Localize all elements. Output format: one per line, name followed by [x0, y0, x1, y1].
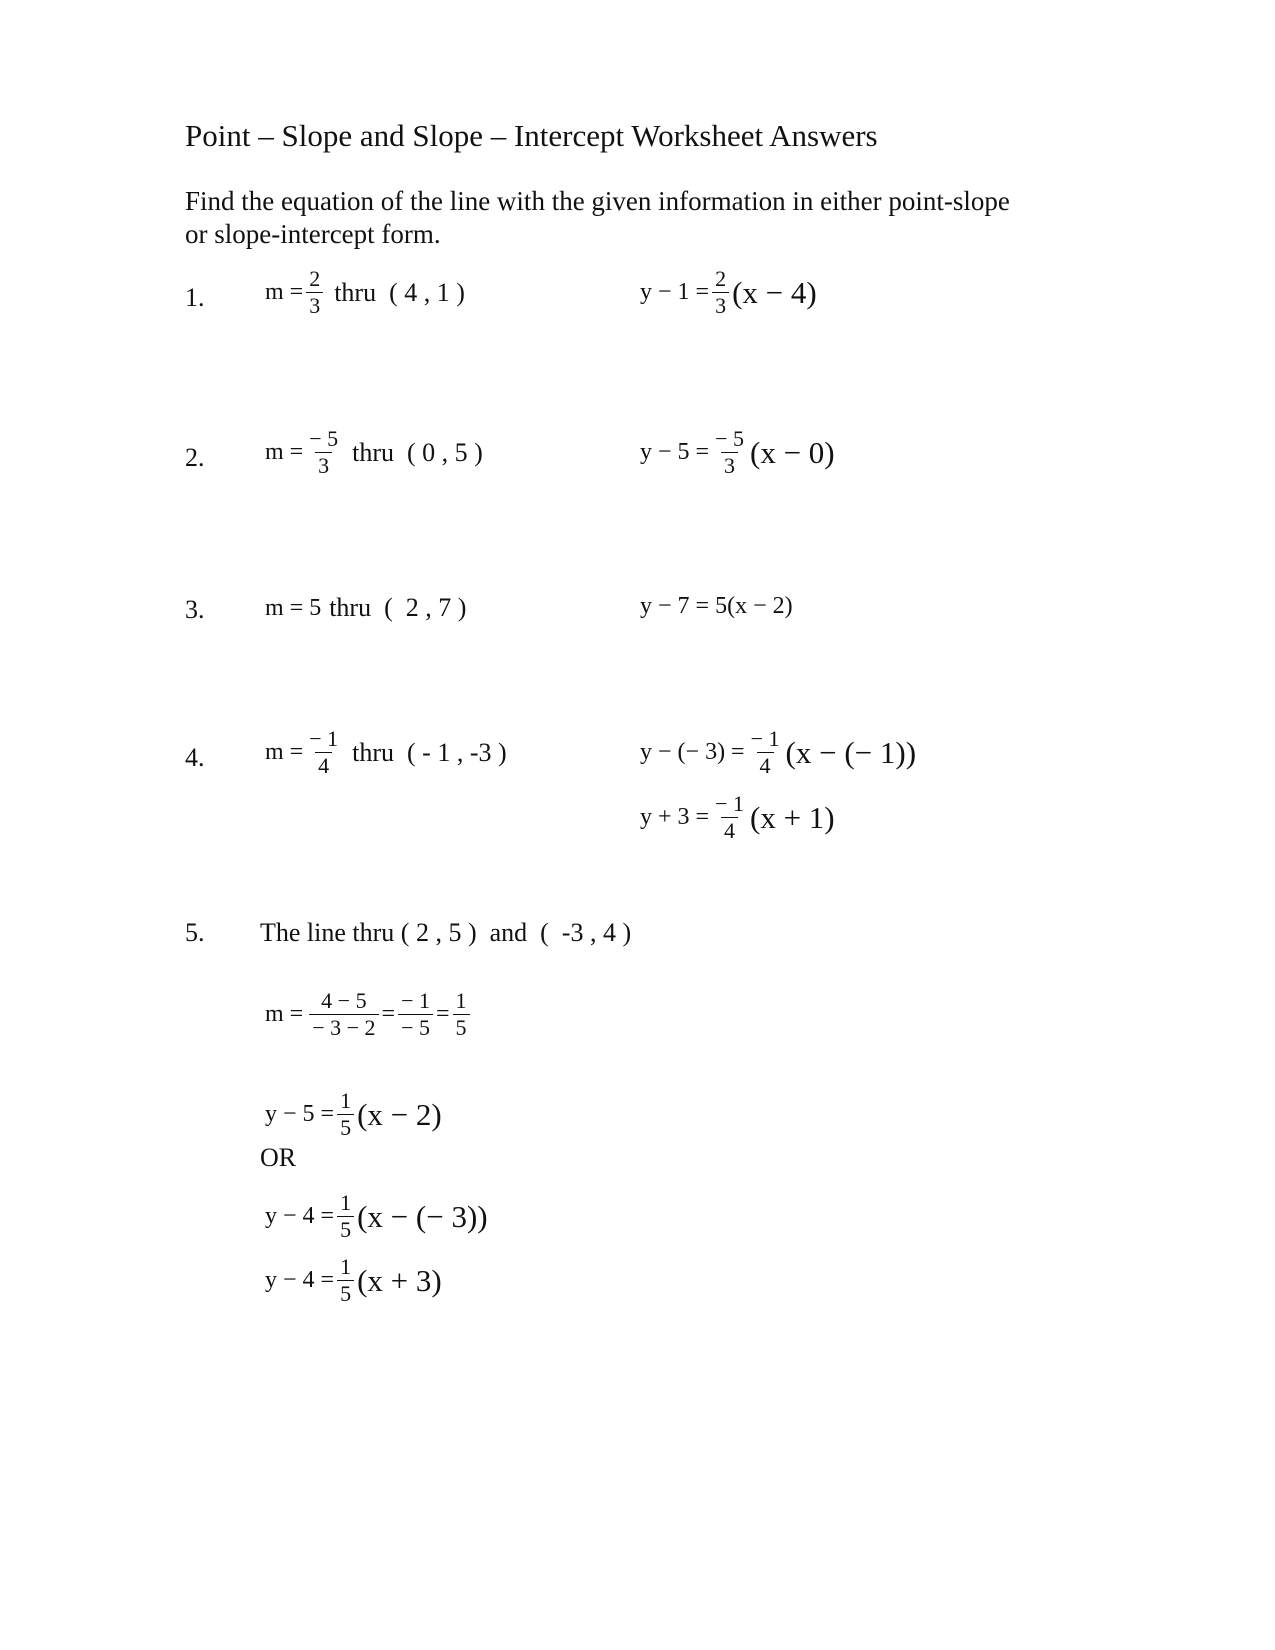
problem-1-answer — [640, 268, 817, 317]
answer-lhs: y − 4 = — [265, 1203, 335, 1229]
slope-numerator: 1 — [455, 988, 467, 1013]
problem-5-statement: The line thru ( 2 , 5 ) and ( -3 , 4 ) — [260, 918, 632, 947]
answer-fraction — [712, 793, 747, 842]
problem-5-number: 5. — [185, 918, 205, 947]
slope-fraction — [306, 728, 341, 777]
answer-lhs: y − 5 = — [640, 439, 710, 465]
slope-fraction — [306, 428, 341, 477]
instructions-line-2: or slope-intercept form. — [185, 219, 441, 249]
answer-numerator: 1 — [340, 1190, 352, 1215]
problem-1-number: 1. — [185, 283, 205, 312]
problem-4-given — [265, 728, 507, 777]
thru-point: thru ( 2 , 7 ) — [329, 593, 467, 622]
problem-2-number: 2. — [185, 443, 205, 472]
slope-denominator: − 3 − 2 — [309, 1014, 378, 1039]
answer-rhs: (x − (− 3)) — [357, 1199, 488, 1234]
problem-2-given — [265, 428, 483, 477]
answer-denominator: 5 — [337, 1114, 354, 1139]
problem-3-answer — [640, 593, 793, 620]
slope-label: m = 5 — [265, 594, 322, 621]
problem-5-answer-2 — [265, 1192, 488, 1241]
answer-denominator: 4 — [757, 752, 774, 777]
answer-fraction — [712, 428, 747, 477]
problem-4-answer — [640, 728, 916, 777]
answer-fraction — [748, 728, 783, 777]
equals-sign: = — [381, 1001, 396, 1027]
slope-denominator: − 5 — [398, 1014, 433, 1039]
problem-3-number: 3. — [185, 595, 205, 624]
answer-denominator: 4 — [721, 817, 738, 842]
slope-fraction — [306, 268, 323, 317]
slope-fraction-2 — [398, 990, 433, 1039]
answer-rhs: (x − 2) — [357, 1097, 442, 1132]
problem-4-number: 4. — [185, 743, 205, 772]
answer-fraction — [337, 1192, 354, 1241]
answer-fraction — [712, 268, 729, 317]
answer-lhs: y − 5 = — [265, 1101, 335, 1127]
problem-5-answer-1 — [265, 1090, 442, 1139]
slope-numerator: 2 — [309, 266, 321, 291]
answer-rhs: (x − 0) — [750, 435, 835, 470]
problem-1-given — [265, 268, 465, 317]
answer-numerator: − 5 — [715, 426, 744, 451]
slope-denominator: 4 — [315, 752, 332, 777]
answer-denominator: 3 — [712, 292, 729, 317]
answer-numerator: − 1 — [750, 726, 780, 751]
problem-2-answer — [640, 428, 835, 477]
answer-denominator: 3 — [721, 452, 738, 477]
answer-fraction — [337, 1090, 354, 1139]
answer-rhs: (x − 4) — [732, 275, 817, 310]
thru-point: thru ( 4 , 1 ) — [334, 277, 465, 307]
slope-numerator: − 1 — [309, 726, 339, 751]
answer-denominator: 5 — [337, 1216, 354, 1241]
answer-lhs: y + 3 = — [640, 804, 710, 830]
problem-5-answer-3 — [265, 1256, 442, 1305]
instructions-line-1: Find the equation of the line with the given information in either point-slope — [185, 186, 1010, 216]
problem-3-given — [265, 593, 466, 623]
answer-rhs: (x + 1) — [750, 800, 835, 835]
thru-point: thru ( - 1 , -3 ) — [352, 737, 507, 767]
or-label: OR — [260, 1143, 297, 1172]
slope-label: m = — [265, 279, 304, 305]
answer-equation: y − 7 = 5(x − 2) — [640, 593, 793, 619]
slope-denominator: 3 — [315, 452, 332, 477]
answer-numerator: 1 — [340, 1254, 352, 1279]
problem-5-slope-calc — [265, 990, 473, 1039]
slope-label: m = — [265, 1001, 304, 1027]
answer-lhs: y − 4 = — [265, 1267, 335, 1293]
answer-numerator: 1 — [340, 1088, 352, 1113]
answer-numerator: − 1 — [715, 791, 744, 816]
answer-rhs: (x − (− 1)) — [785, 735, 917, 770]
slope-numerator: − 1 — [401, 988, 430, 1013]
answer-lhs: y − (− 3) = — [640, 739, 745, 765]
slope-label: m = — [265, 739, 304, 765]
slope-fraction-1 — [309, 990, 378, 1039]
slope-denominator: 5 — [453, 1014, 470, 1039]
page-title: Point – Slope and Slope – Intercept Worksheet Answers — [185, 118, 878, 153]
answer-fraction — [337, 1256, 354, 1305]
thru-point: thru ( 0 , 5 ) — [352, 437, 483, 467]
equals-sign: = — [436, 1001, 450, 1027]
answer-lhs: y − 1 = — [640, 279, 710, 305]
answer-rhs: (x + 3) — [357, 1263, 442, 1298]
slope-fraction-3 — [453, 990, 470, 1039]
slope-label: m = — [265, 439, 304, 465]
slope-numerator: 4 − 5 — [321, 988, 367, 1013]
slope-denominator: 3 — [306, 292, 323, 317]
answer-denominator: 5 — [337, 1280, 354, 1305]
answer-numerator: 2 — [715, 266, 727, 291]
slope-numerator: − 5 — [309, 426, 339, 451]
problem-4-answer-simplified — [640, 793, 835, 842]
